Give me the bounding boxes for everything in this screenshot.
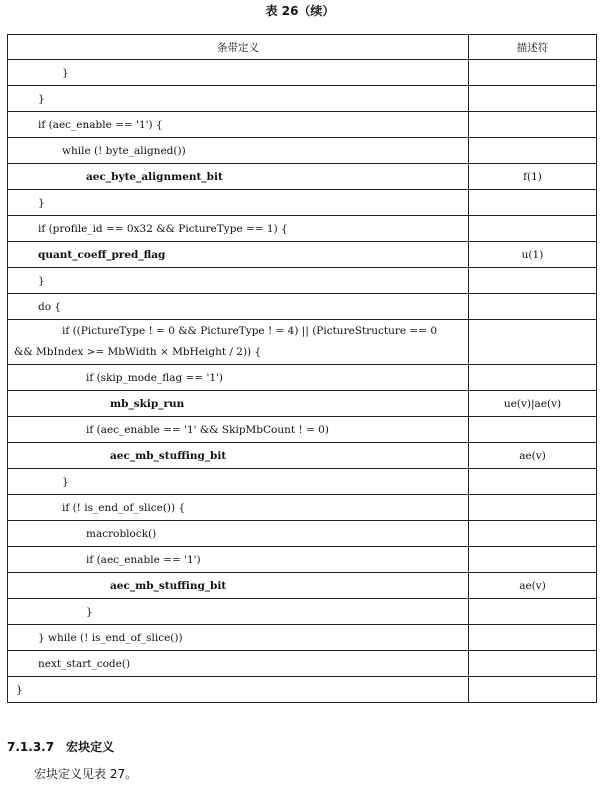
table-row (8, 677, 597, 703)
table-row (8, 138, 597, 164)
syntax-cell (8, 365, 469, 391)
descriptor-cell (469, 60, 597, 86)
descriptor-cell (469, 365, 597, 391)
syntax-text: while (! byte_aligned()) (62, 144, 186, 157)
syntax-text: } (38, 196, 45, 209)
syntax-cell (8, 216, 469, 242)
syntax-text: if (! is_end_of_slice()) { (62, 501, 186, 514)
table-row (8, 391, 597, 417)
table-row (8, 651, 597, 677)
syntax-text: } (62, 66, 69, 79)
table-body (8, 60, 597, 703)
descriptor-cell (469, 547, 597, 573)
syntax-cell (8, 677, 469, 703)
descriptor-cell: f(1) (469, 164, 597, 190)
table-row (8, 625, 597, 651)
syntax-text: aec_mb_stuffing_bit (110, 579, 227, 592)
syntax-text: if (profile_id == 0x32 && PictureType == 1) { (38, 222, 288, 235)
table-row (8, 112, 597, 138)
descriptor-cell (469, 216, 597, 242)
syntax-text: mb_skip_run (110, 397, 185, 410)
syntax-text: next_start_code() (38, 657, 131, 670)
syntax-text: if ((PictureType ! = 0 && PictureType ! = 4) || (PictureStructure == 0 (62, 325, 438, 337)
table-row (8, 599, 597, 625)
syntax-text: if (aec_enable == '1') { (38, 118, 163, 131)
syntax-text: } (38, 274, 45, 287)
descriptor-cell (469, 112, 597, 138)
descriptor-cell (469, 294, 597, 320)
syntax-text: aec_byte_alignment_bit (86, 170, 223, 183)
body-paragraph: 宏块定义见表 27。 (34, 767, 138, 781)
table-row (8, 469, 597, 495)
descriptor-cell (469, 86, 597, 112)
syntax-cell (8, 242, 469, 268)
syntax-cell (8, 268, 469, 294)
header-slice-definition: 条带定义 (8, 35, 469, 60)
syntax-cell (8, 417, 469, 443)
descriptor-cell: u(1) (469, 242, 597, 268)
section-heading (7, 738, 114, 755)
table-row (8, 417, 597, 443)
descriptor-cell (469, 495, 597, 521)
table-row (8, 495, 597, 521)
descriptor-cell (469, 599, 597, 625)
table-row (8, 365, 597, 391)
table-row (8, 268, 597, 294)
syntax-cell (8, 112, 469, 138)
descriptor-cell (469, 320, 597, 365)
descriptor-cell (469, 469, 597, 495)
syntax-cell (8, 599, 469, 625)
section-number: 7.1.3.7 (7, 740, 55, 754)
table-row (8, 320, 597, 365)
table-row (8, 216, 597, 242)
syntax-text: aec_mb_stuffing_bit (110, 449, 227, 462)
syntax-cell (8, 86, 469, 112)
syntax-cell (8, 190, 469, 216)
syntax-cell (8, 391, 469, 417)
syntax-text-continued: && MbIndex >= MbWidth × MbHeight / 2)) { (14, 346, 262, 358)
syntax-cell (8, 547, 469, 573)
syntax-cell (8, 60, 469, 86)
syntax-text: if (aec_enable == '1') (86, 553, 201, 566)
table-row (8, 573, 597, 599)
syntax-cell (8, 294, 469, 320)
syntax-cell (8, 521, 469, 547)
syntax-cell (8, 469, 469, 495)
descriptor-cell (469, 677, 597, 703)
header-descriptor: 描述符 (469, 35, 597, 60)
descriptor-cell: ae(v) (469, 443, 597, 469)
syntax-cell (8, 651, 469, 677)
syntax-text: } (86, 605, 93, 618)
syntax-cell (8, 625, 469, 651)
table-row (8, 190, 597, 216)
descriptor-cell (469, 417, 597, 443)
syntax-text: quant_coeff_pred_flag (38, 248, 166, 261)
syntax-cell (8, 320, 469, 365)
descriptor-cell (469, 625, 597, 651)
descriptor-cell (469, 521, 597, 547)
syntax-text: if (skip_mode_flag == '1') (86, 371, 224, 384)
syntax-text: if (aec_enable == '1' && SkipMbCount ! = 0) (86, 423, 329, 436)
table-row (8, 164, 597, 190)
table-row (8, 443, 597, 469)
table-row (8, 547, 597, 573)
descriptor-cell (469, 651, 597, 677)
descriptor-cell: ae(v) (469, 573, 597, 599)
table-row (8, 242, 597, 268)
table-header-row (8, 35, 597, 60)
syntax-table (7, 34, 597, 703)
descriptor-cell: ue(v)|ae(v) (469, 391, 597, 417)
table-caption: 表 26（续） (265, 4, 335, 18)
table-row (8, 294, 597, 320)
syntax-cell (8, 138, 469, 164)
syntax-cell (8, 495, 469, 521)
table-row (8, 86, 597, 112)
syntax-text: } (62, 475, 69, 488)
table-row (8, 521, 597, 547)
descriptor-cell (469, 190, 597, 216)
syntax-text: do { (38, 300, 62, 313)
section-title: 宏块定义 (66, 740, 115, 754)
syntax-text: macroblock() (86, 527, 157, 540)
syntax-text: } while (! is_end_of_slice()) (38, 631, 183, 644)
descriptor-cell (469, 138, 597, 164)
syntax-cell (8, 573, 469, 599)
descriptor-cell (469, 268, 597, 294)
syntax-text: } (16, 683, 23, 696)
syntax-cell (8, 443, 469, 469)
syntax-cell (8, 164, 469, 190)
table-row (8, 60, 597, 86)
syntax-text: } (38, 92, 45, 105)
